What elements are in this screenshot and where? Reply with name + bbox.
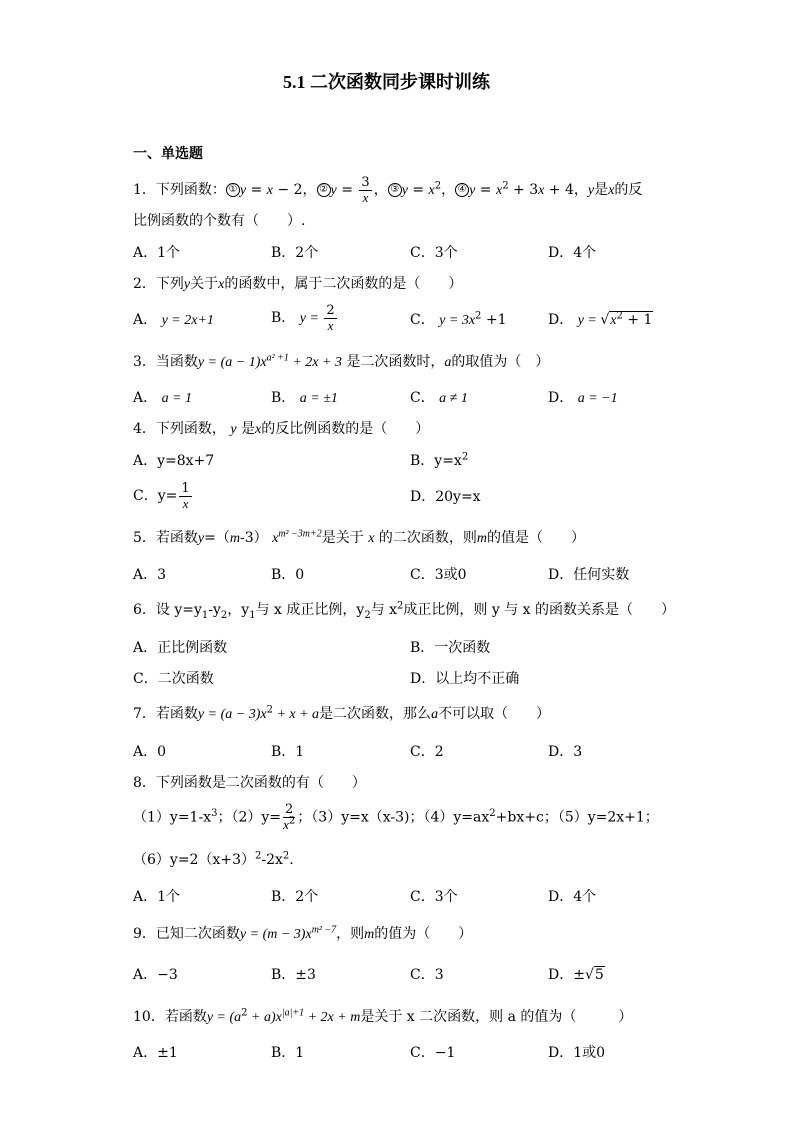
question-8-items-line2: $(6)y=2(x+3)^2-2x^2$. bbox=[133, 850, 294, 868]
option-a[interactable]: A．1个 bbox=[133, 889, 181, 905]
question-1-stem-line2: 比例函数的个数有（ ）. bbox=[133, 213, 306, 229]
question-7-stem: 7．若函数$y = (a - 3)x^2 + x + a$是二次函数，那么a不可以取（ ） bbox=[133, 704, 551, 722]
option-d[interactable]: D．4个 bbox=[548, 889, 597, 905]
question-2-stem: 2．下列y关于x的函数中，属于二次函数的是（ ） bbox=[133, 276, 463, 292]
option-d[interactable]: D．±√5 bbox=[548, 967, 604, 983]
question-3-stem: 3．当函数$y = (a - 1)x^{a^2 +1} + 2x + 3$ 是二次函数时，a的取值为（ ） bbox=[133, 352, 550, 370]
option-a[interactable]: A．y=8x+7 bbox=[133, 453, 215, 469]
option-c[interactable]: C． a ≠ 1 bbox=[410, 390, 468, 406]
option-b[interactable]: B．±3 bbox=[271, 967, 316, 983]
option-c[interactable]: C．3个 bbox=[410, 889, 458, 905]
option-b[interactable]: B． a = ±1 bbox=[271, 390, 338, 406]
option-a[interactable]: A．0 bbox=[133, 744, 167, 760]
question-6-stem: 6．设 $y=y_1-y_2$，$y_1$与 x 成正比例，$y_2$与 $x^2$成正比例，则 y 与 x 的函数关系是（ ） bbox=[133, 600, 676, 621]
option-b[interactable]: B．1 bbox=[271, 1045, 305, 1061]
option-d[interactable]: D．1或0 bbox=[548, 1045, 606, 1061]
option-b[interactable]: B．$y=x^2$ bbox=[410, 451, 469, 469]
option-b[interactable]: B．1 bbox=[271, 744, 305, 760]
option-a[interactable]: A．−3 bbox=[133, 967, 178, 983]
section-heading: 一、单选题 bbox=[133, 146, 203, 162]
option-b[interactable]: B．一次函数 bbox=[410, 640, 491, 656]
option-c[interactable]: C．3或0 bbox=[410, 567, 467, 583]
option-d[interactable]: D．以上均不正确 bbox=[410, 671, 520, 687]
question-8-stem: 8．下列函数是二次函数的有（ ） bbox=[133, 775, 366, 791]
option-b[interactable]: B．2个 bbox=[271, 889, 319, 905]
option-c[interactable]: C．y= $\frac{1}{x}$ bbox=[133, 481, 190, 511]
question-1-stem: 1．下列函数： ① y = x − 2， ② y = $\frac{3}{x}$ ， ③ $y = x^2$， ④ $y = x^2 + 3x + 4$，y是x的反 bbox=[133, 175, 643, 205]
option-c[interactable]: C．2 bbox=[410, 744, 444, 760]
question-5-stem: 5．若函数y=（m-3） $x^{m^2 -3m+2}$是关于 x 的二次函数，则m的值是（ ） bbox=[133, 528, 585, 546]
question-4-stem: 4．下列函数， y 是x的反比例函数的是（ ） bbox=[133, 421, 430, 437]
option-b[interactable]: B．0 bbox=[271, 567, 305, 583]
option-a[interactable]: A． y = 2x+1 bbox=[133, 312, 214, 328]
option-d[interactable]: D．3 bbox=[548, 744, 583, 760]
option-d[interactable]: D．任何实数 bbox=[548, 567, 630, 583]
option-a[interactable]: A．±1 bbox=[133, 1045, 178, 1061]
option-a[interactable]: A．正比例函数 bbox=[133, 640, 228, 656]
question-8-items-line1: $(1)y=1-x^3$；（2）y= $\frac{2}{x^2}$ ；（3）y=x（x-3)；$(4)y=ax^2+bx+c$；（5）y=2x+1； bbox=[133, 802, 659, 832]
option-c[interactable]: C．二次函数 bbox=[133, 671, 214, 687]
option-d[interactable]: D．20y=x bbox=[410, 489, 481, 505]
option-a[interactable]: A．3 bbox=[133, 567, 167, 583]
page-title: 5.1 二次函数同步课时训练 bbox=[283, 72, 490, 92]
option-d[interactable]: D．4个 bbox=[548, 245, 597, 261]
option-c[interactable]: C． $y = 3x^2 +1$ bbox=[410, 310, 507, 328]
option-b[interactable]: B． y = $\frac{2}{x}$ bbox=[271, 303, 335, 333]
option-c[interactable]: C．3 bbox=[410, 967, 444, 983]
question-10-stem: 10．若函数$y = (a^2 + a)x^{|a|+1} + 2x + m$是关于 x 二次函数，则 a 的值为（ ） bbox=[133, 1007, 633, 1025]
option-c[interactable]: C．3个 bbox=[410, 245, 458, 261]
option-a[interactable]: A．1个 bbox=[133, 245, 181, 261]
question-9-stem: 9．已知二次函数$y = (m - 3)x^{m^2 -7}$，则m的值为（ ） bbox=[133, 924, 473, 942]
option-b[interactable]: B．2个 bbox=[271, 245, 319, 261]
option-c[interactable]: C．−1 bbox=[410, 1045, 456, 1061]
option-a[interactable]: A． a = 1 bbox=[133, 390, 193, 406]
option-d[interactable]: D． $y = √x^2 + 1$ bbox=[548, 310, 653, 328]
option-d[interactable]: D． a = −1 bbox=[548, 390, 618, 406]
